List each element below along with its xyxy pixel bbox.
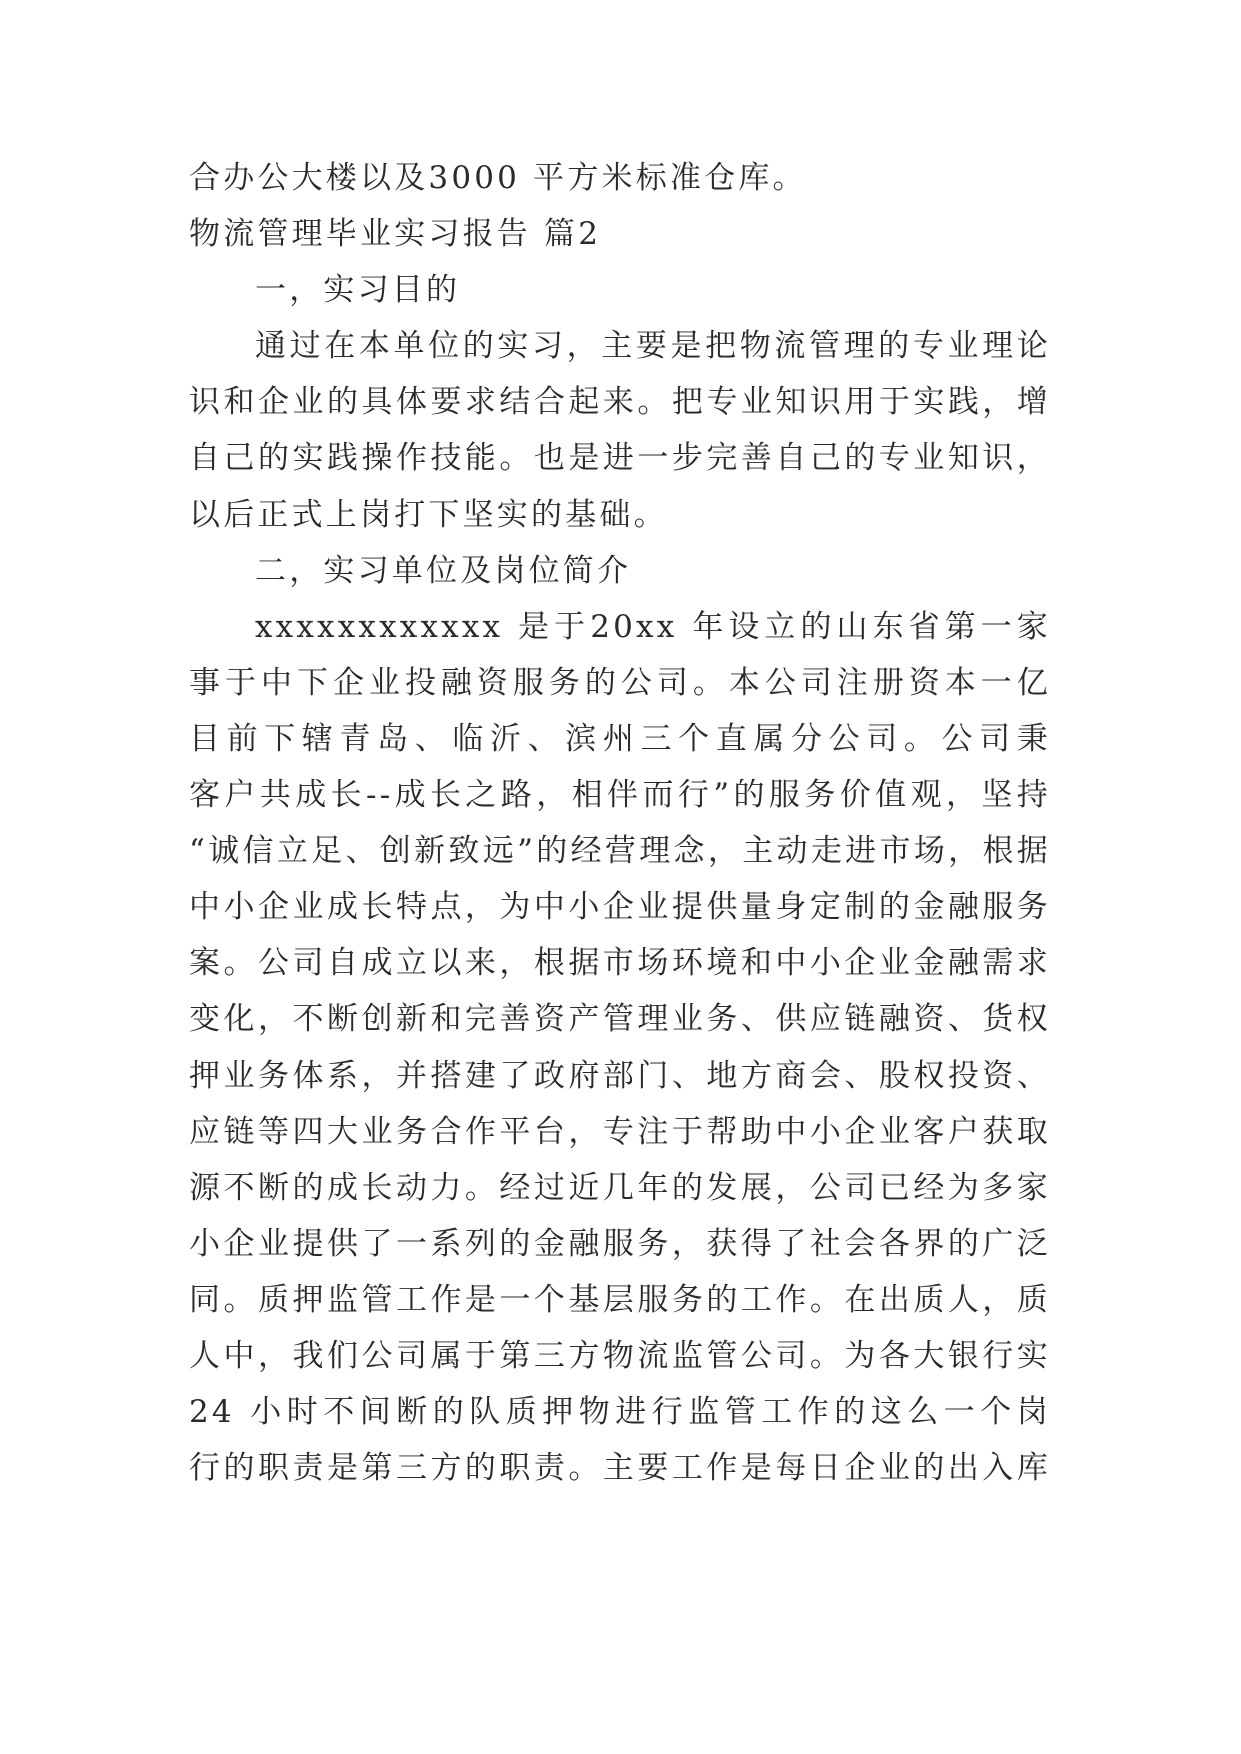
body-line: 同。质押监管工作是一个基层服务的工作。在出质人，质 <box>189 1281 1051 1318</box>
body-line: 应链等四大业务合作平台，专注于帮助中小企业客户获取 <box>189 1113 1051 1150</box>
body-line: xxxxxxxxxxxx 是于20xx 年设立的山东省第一家 <box>255 608 1051 645</box>
body-line: 人中，我们公司属于第三方物流监管公司。为各大银行实 <box>189 1337 1051 1374</box>
body-line: 客户共成长--成长之路，相伴而行”的服务价值观，坚持 <box>189 777 1051 814</box>
body-line: 以后正式上岗打下坚实的基础。 <box>189 496 668 533</box>
body-line: 事于中下企业投融资服务的公司。本公司注册资本一亿 <box>189 664 1051 701</box>
body-line: 行的职责是第三方的职责。主要工作是每日企业的出入库 <box>189 1450 1051 1487</box>
body-line: “诚信立足、创新致远”的经营理念，主动走进市场，根据 <box>189 833 1051 870</box>
body-line: 中小企业成长特点，为中小企业提供量身定制的金融服务 <box>189 889 1051 926</box>
body-line: 通过在本单位的实习，主要是把物流管理的专业理论 <box>255 328 1051 365</box>
body-line: 识和企业的具体要求结合起来。把专业知识用于实践，增 <box>189 384 1051 421</box>
body-line: 变化，不断创新和完善资产管理业务、供应链融资、货权 <box>189 1001 1051 1038</box>
body-line: 24 小时不间断的队质押物进行监管工作的这么一个岗 <box>189 1394 1051 1431</box>
body-line: 案。公司自成立以来，根据市场环境和中小企业金融需求 <box>189 945 1051 982</box>
body-line: 小企业提供了一系列的金融服务，获得了社会各界的广泛 <box>189 1225 1051 1262</box>
subheading-unit: 二，实习单位及岗位简介 <box>255 552 632 589</box>
section-heading: 物流管理毕业实习报告 篇2 <box>189 216 602 253</box>
body-line: 目前下辖青岛、临沂、滨州三个直属分公司。公司秉 <box>189 720 1051 757</box>
subheading-purpose: 一，实习目的 <box>255 272 461 309</box>
body-line: 合办公大楼以及3000 平方米标准仓库。 <box>189 160 807 196</box>
document-body <box>189 150 1051 1496</box>
body-line: 自己的实践操作技能。也是进一步完善自己的专业知识， <box>189 440 1051 477</box>
body-line: 源不断的成长动力。经过近几年的发展，公司已经为多家 <box>189 1169 1051 1206</box>
body-line: 押业务体系，并搭建了政府部门、地方商会、股权投资、 <box>189 1057 1051 1094</box>
